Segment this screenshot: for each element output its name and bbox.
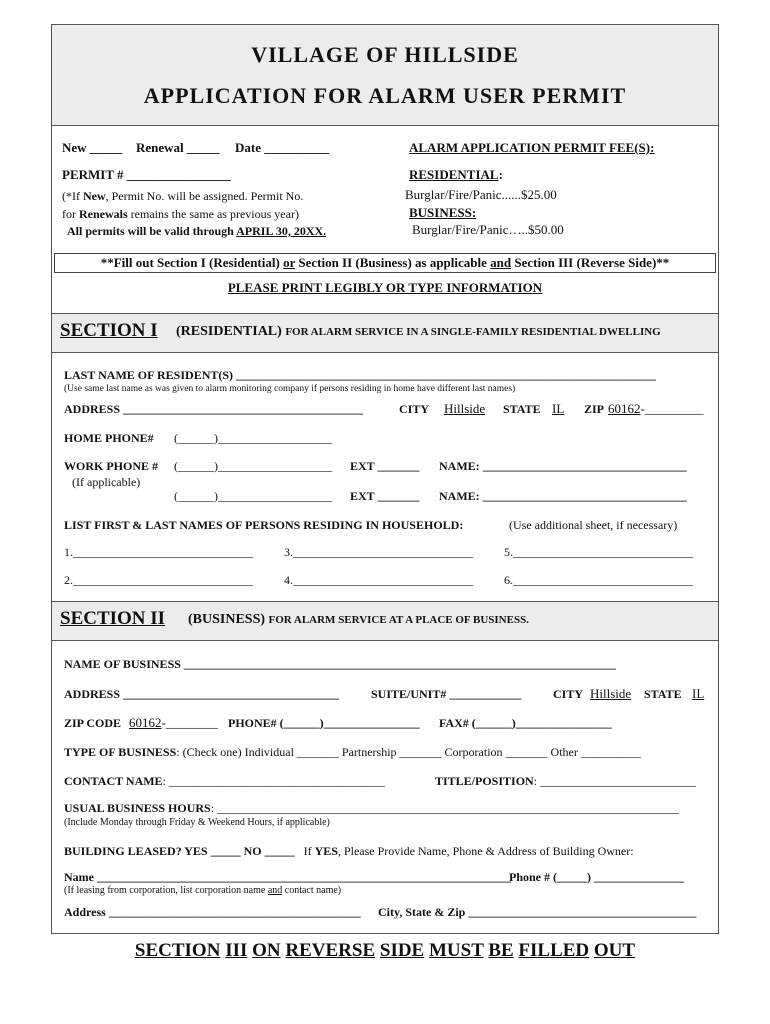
- section-1-title: SECTION I: [60, 320, 158, 341]
- village-title: VILLAGE OF HILLSIDE: [251, 42, 519, 67]
- resident-city-label: CITY: [399, 402, 430, 416]
- footer-word: SECTION: [134, 940, 221, 961]
- ext-field-1[interactable]: EXT _______: [350, 459, 420, 473]
- work-phone-field-2[interactable]: (______)___________________: [174, 489, 332, 503]
- permit-number-field[interactable]: PERMIT # ________________: [62, 167, 231, 182]
- resident-state-label: STATE: [503, 402, 541, 416]
- footer-word: MUST: [428, 940, 484, 961]
- footer-word: III: [225, 940, 248, 961]
- permit-note-line-1: (*If New, Permit No. will be assigned. Permit No.: [62, 189, 304, 203]
- work-phone-field-1[interactable]: (______)___________________: [174, 459, 332, 473]
- business-hours-field[interactable]: USUAL BUSINESS HOURS: _____________________________________________________________________________: [64, 801, 680, 815]
- footer-word: FILLED: [518, 940, 590, 961]
- business-name-field[interactable]: NAME OF BUSINESS ________________________________________________________________________: [64, 657, 616, 671]
- section-2-subtitle: (BUSINESS) FOR ALARM SERVICE AT A PLACE OF BUSINESS.: [188, 612, 529, 627]
- resident-last-name-field[interactable]: LAST NAME OF RESIDENT(S) ______________________________________________________________________: [64, 368, 657, 382]
- permit-note-line-2: for Renewals remains the same as previous year): [62, 207, 299, 221]
- resident-address-field[interactable]: ADDRESS ________________________________________: [64, 402, 364, 416]
- household-name-3[interactable]: 3.______________________________: [284, 545, 473, 559]
- reverse-side-notice: [0, 940, 770, 962]
- section-1-subtitle: (RESIDENTIAL) FOR ALARM SERVICE IN A SINGLE-FAMILY RESIDENTIAL DWELLING: [176, 324, 661, 339]
- title-position-field[interactable]: TITLE/POSITION: __________________________: [435, 774, 697, 788]
- business-type-field[interactable]: TYPE OF BUSINESS: (Check one) Individual _______ Partnership _______ Corporation _______ Other __________: [64, 745, 641, 759]
- home-phone-field[interactable]: (______)___________________: [174, 431, 332, 445]
- business-fax-field[interactable]: FAX# (______)________________: [439, 716, 612, 730]
- form-title: APPLICATION FOR ALARM USER PERMIT: [143, 83, 627, 108]
- owner-note: (If leasing from corporation, list corporation name and contact name): [64, 885, 342, 896]
- validity-note: All permits will be valid through APRIL 30, 20XX.: [67, 224, 327, 238]
- work-contact-name-field-1[interactable]: NAME: __________________________________: [439, 459, 687, 473]
- business-fee: Burglar/Fire/Panic…..$50.00: [412, 222, 564, 237]
- fee-heading: ALARM APPLICATION PERMIT FEE(S):: [409, 140, 655, 155]
- renewal-field[interactable]: Renewal _____: [136, 140, 220, 155]
- household-label: LIST FIRST & LAST NAMES OF PERSONS RESIDING IN HOUSEHOLD:: [64, 518, 464, 532]
- date-field[interactable]: Date __________: [235, 140, 330, 155]
- business-city-value[interactable]: Hillside: [590, 686, 632, 701]
- owner-city-state-zip-field[interactable]: City, State & Zip ______________________________________: [378, 905, 697, 919]
- residential-fee-heading: RESIDENTIAL:: [409, 167, 503, 182]
- business-zip-label: ZIP CODE: [64, 716, 122, 730]
- ext-field-2[interactable]: EXT _______: [350, 489, 420, 503]
- section-2-header: [52, 601, 718, 641]
- business-fee-heading: BUSINESS:: [409, 205, 477, 220]
- work-phone-note: (If applicable): [72, 475, 141, 489]
- resident-city-value[interactable]: Hillside: [444, 401, 486, 416]
- resident-state-value[interactable]: IL: [552, 401, 565, 416]
- business-state-value[interactable]: IL: [692, 686, 705, 701]
- print-legibly-note: PLEASE PRINT LEGIBLY OR TYPE INFORMATION: [227, 280, 543, 295]
- section-1-header: [52, 313, 718, 353]
- fill-out-instructions: **Fill out Section I (Residential) or Section II (Business) as applicable and Section III (Reverse Side)**: [54, 253, 716, 273]
- household-name-6[interactable]: 6.______________________________: [504, 573, 693, 587]
- household-name-4[interactable]: 4.______________________________: [284, 573, 473, 587]
- household-name-2[interactable]: 2.______________________________: [64, 573, 253, 587]
- footer-word: REVERSE: [285, 940, 376, 961]
- contact-name-field[interactable]: CONTACT NAME: ____________________________________: [64, 774, 385, 788]
- section-2-title: SECTION II: [60, 608, 166, 629]
- resident-zip-label: ZIP: [584, 402, 605, 416]
- building-leased-field[interactable]: BUILDING LEASED? YES _____ NO _____ If YES, Please Provide Name, Phone & Address of Building Owner:: [64, 844, 634, 858]
- last-name-note: (Use same last name as was given to alarm monitoring company if persons residing in home have different last names): [64, 384, 516, 394]
- work-contact-name-field-2[interactable]: NAME: __________________________________: [439, 489, 687, 503]
- form-header: [52, 25, 718, 126]
- application-form: [51, 24, 719, 934]
- owner-address-field[interactable]: Address __________________________________________: [64, 905, 361, 919]
- business-phone-field[interactable]: PHONE# (______)________________: [228, 716, 420, 730]
- residential-fee: Burglar/Fire/Panic......$25.00: [405, 187, 557, 202]
- business-address-field[interactable]: ADDRESS ____________________________________: [64, 687, 340, 701]
- business-zip-field[interactable]: 60162-________: [129, 715, 218, 730]
- household-name-5[interactable]: 5.______________________________: [504, 545, 693, 559]
- business-city-label: CITY: [553, 687, 584, 701]
- home-phone-label: HOME PHONE#: [64, 431, 154, 445]
- business-state-label: STATE: [644, 687, 682, 701]
- footer-word: BE: [488, 940, 514, 961]
- owner-name-field[interactable]: Name _____________________________________________________________________: [64, 870, 511, 884]
- footer-word: SIDE: [379, 940, 425, 961]
- owner-phone-field[interactable]: Phone # (_____) _______________: [509, 870, 684, 884]
- suite-unit-field[interactable]: SUITE/UNIT# ____________: [371, 687, 522, 701]
- work-phone-label: WORK PHONE #: [64, 459, 159, 473]
- resident-zip-field[interactable]: 60162-_________: [608, 401, 704, 416]
- household-note: (Use additional sheet, if necessary): [509, 518, 678, 532]
- footer-word: ON: [252, 940, 281, 961]
- new-field[interactable]: New _____: [62, 140, 123, 155]
- business-hours-note: (Include Monday through Friday & Weekend Hours, if applicable): [64, 817, 330, 828]
- footer-word: OUT: [593, 940, 636, 961]
- household-name-1[interactable]: 1.______________________________: [64, 545, 253, 559]
